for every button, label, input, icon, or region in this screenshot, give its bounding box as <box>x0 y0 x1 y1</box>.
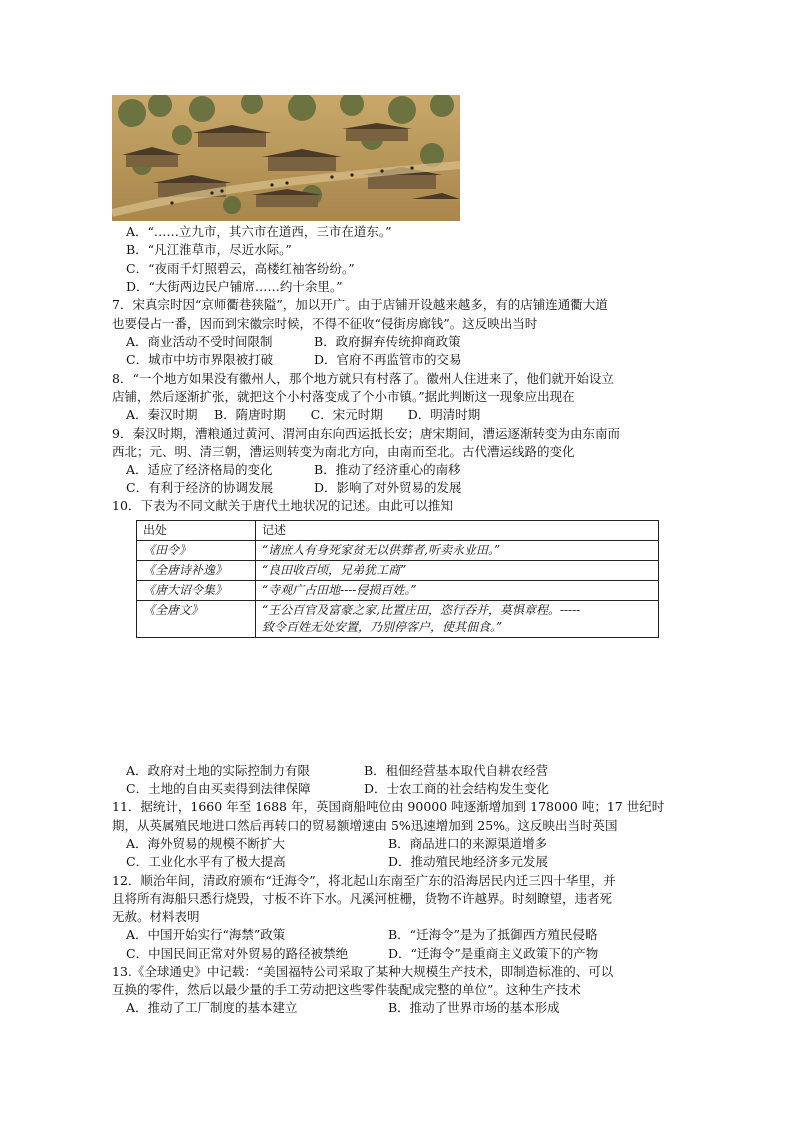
q13-stem-line1: 13.《全球通史》中记载：“美国福特公司采取了某种大规模生产技术，即制造标准的、可以 <box>112 964 614 979</box>
q12-option-c: C．中国民间正常对外贸易的路径被禁绝 <box>126 946 349 961</box>
q8-stem-line1: 8．“一个地方如果没有徽州人，那个地方就只有村落了。徽州人住进来了，他们就开始设立 <box>112 371 614 386</box>
q9-stem-line2: 西北；元、明、清三朝，漕运则转变为南北方向，由南而至北。古代漕运线路的变化 <box>112 444 575 459</box>
table-cell-record: “诸庶人有身死家贫无以供葬者,听卖永业田。” <box>256 541 659 561</box>
q13-option-a: A．推动了工厂制度的基本建立 <box>126 1000 298 1015</box>
q10-option-d: D．士农工商的社会结构发生变化 <box>364 781 550 796</box>
q11-stem-line1: 11．据统计，1660 年至 1688 年，英国商船吨位由 90000 吨逐渐增加到 178000 吨；17 世纪时 <box>112 799 665 814</box>
q13-stem-line2: 互换的零件，然后以最少量的手工劳动把这些零件装配成完整的单位”。这种生产技术 <box>112 982 581 997</box>
q10-option-b: B．租佃经营基本取代自耕农经营 <box>364 763 549 778</box>
q9-option-b: B．推动了经济重心的南移 <box>314 462 461 477</box>
q12-stem-line1: 12．顺治年间，清政府颁布“迁海令”，将北起山东南至广东的沿海居民内迁三四十华里，并 <box>112 873 616 888</box>
table-row <box>137 561 659 581</box>
q6-option-c: C．“夜雨千灯照碧云，高楼红袖客纷纷。” <box>126 261 355 276</box>
table-header-source: 出处 <box>137 521 256 541</box>
q7-option-b: B．政府摒弃传统抑商政策 <box>314 334 461 349</box>
q9-stem-line1: 9．秦汉时期，漕粮通过黄河、渭河由东向西运抵长安；唐宋期间，漕运逐渐转变为由东南而 <box>112 426 620 441</box>
table-header-row <box>137 521 659 541</box>
table-cell-source: 《田令》 <box>137 541 256 561</box>
q7-option-c: C．城市中坊市界限被打破 <box>126 352 274 367</box>
table-row <box>137 581 659 601</box>
q10-option-c: C．土地的自由买卖得到法律保障 <box>126 781 311 796</box>
table-cell-record <box>256 601 659 638</box>
q12-option-b: B．“迁海令”是为了抵御西方殖民侵略 <box>388 927 598 942</box>
q11-option-b: B．商品进口的来源渠道增多 <box>388 836 548 851</box>
q7-stem-line1: 7．宋真宗时因“京师衢巷狭隘”，加以开广。由于店铺开设越来越多，有的店铺连通衢大道 <box>112 297 608 312</box>
table-cell-record: “寺观广占田地----侵损百姓。” <box>256 581 659 601</box>
q11-option-d: D．推动殖民地经济多元发展 <box>388 854 549 869</box>
scroll-painting-image <box>112 95 460 221</box>
q8-stem-line2: 店铺，然后逐渐扩张，就把这个小村落变成了个小市镇。”据此判断这一现象应出现在 <box>112 389 575 404</box>
table-cell-source: 《唐大诏令集》 <box>137 581 256 601</box>
record-line-2: 致令百姓无处安置，乃别停客户，使其佃食。” <box>262 620 503 634</box>
q13-option-b: B．推动了世界市场的基本形成 <box>388 1000 560 1015</box>
table-header-record: 记述 <box>256 521 659 541</box>
q6-option-a: A．“……立九市，其六市在道西，三市在道东。” <box>126 224 392 239</box>
q7-option-d: D．官府不再监管市的交易 <box>314 352 462 367</box>
q11-option-a: A．海外贸易的规模不断扩大 <box>126 836 286 851</box>
q12-stem-line2: 且将所有海船只悉行烧毁，寸板不许下水。凡溪河桩栅，货物不许越界。时刻瞭望，违者死 <box>112 891 613 906</box>
q6-option-d: D．“大街两边民户铺席……约十余里。” <box>126 279 343 294</box>
q7-option-a: A．商业活动不受时间限制 <box>126 334 273 349</box>
q10-option-a: A．政府对土地的实际控制力有限 <box>126 763 311 778</box>
table-cell-source: 《全唐诗补逸》 <box>137 561 256 581</box>
painting-svg <box>112 95 460 221</box>
q10-stem: 10．下表为不同文献关于唐代土地状况的记述。由此可以推知 <box>112 498 453 513</box>
q12-option-a: A．中国开始实行“海禁”政策 <box>126 927 286 942</box>
q7-stem-line2: 也要侵占一番，因而到宋徽宗时候，不得不征收“侵街房廊钱”。这反映出当时 <box>112 316 538 331</box>
record-line-1: “王公百官及富豪之家,比置庄田，恣行吞并，莫惧章程。----- <box>262 603 581 617</box>
table-cell-source: 《全唐文》 <box>137 601 256 638</box>
table-row <box>137 601 659 638</box>
q9-option-c: C．有利于经济的协调发展 <box>126 480 274 495</box>
q12-option-d: D．“迁海令”是重商主义政策下的产物 <box>388 946 599 961</box>
q6-option-b: B．“凡江淮草市，尽近水际。” <box>126 242 292 257</box>
q8-options: A．秦汉时期 B．隋唐时期 C．宋元时期 D．明清时期 <box>126 407 481 422</box>
q9-option-a: A．适应了经济格局的变化 <box>126 462 273 477</box>
q12-stem-line3: 无赦。材料表明 <box>112 909 200 924</box>
table-row <box>137 541 659 561</box>
q9-option-d: D．影响了对外贸易的发展 <box>314 480 462 495</box>
q10-source-table <box>136 520 659 638</box>
table-cell-record: “良田收百顷，兄弟犹工商” <box>256 561 659 581</box>
q11-option-c: C．工业化水平有了极大提高 <box>126 854 286 869</box>
q11-stem-line2: 期，从英属殖民地进口然后再转口的贸易额增速由 5%迅速增加到 25%。这反映出当时英国 <box>112 818 618 833</box>
